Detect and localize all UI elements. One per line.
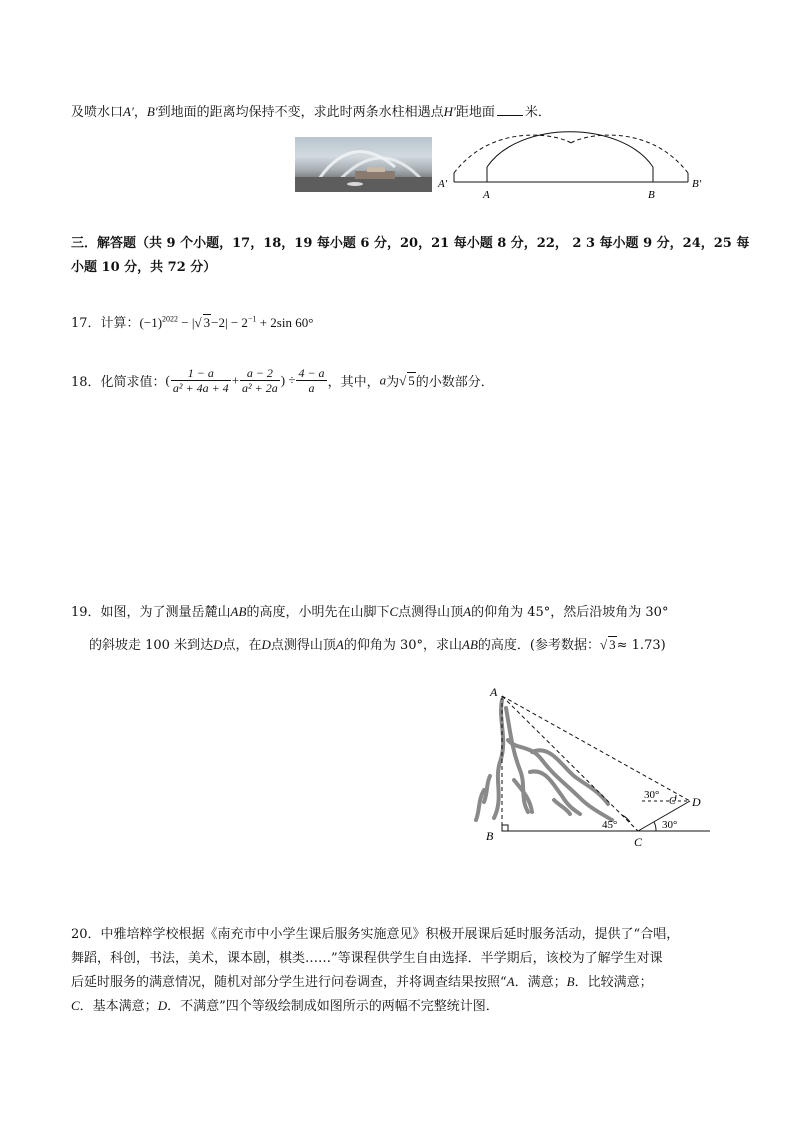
new-arc-right	[571, 135, 688, 173]
q17-sqrt-arg: 3	[203, 315, 211, 330]
q18-close-divide: ) ÷	[280, 372, 296, 388]
angle-30-bottom-arc	[654, 822, 656, 831]
q16-suffix-text: 米．	[524, 105, 551, 120]
q18-open-paren: (	[165, 372, 170, 388]
arc-figure	[434, 125, 714, 205]
q19-sqrt-arg: 3	[609, 637, 616, 652]
label-angle-45: 45°	[602, 819, 618, 831]
q18-fraction-2	[240, 366, 280, 395]
ac-dashed-line	[502, 696, 638, 831]
q16-separator: ，	[133, 105, 147, 120]
q19-a-2: A	[335, 637, 344, 652]
q18-tail-2: 为	[386, 375, 400, 390]
q18-line: 18．化简求值：( $\frac{1 - a}{\text{a² + 4a + 4}}$ + $\frac{a - 2}{\text{a² + 2a}}$ ) ÷ $\frac{4 - a}{a}$ ，其中，a为√ 5的小数部分．	[71, 366, 494, 395]
mountain-sketch	[476, 700, 612, 820]
label-b-prime: B′	[692, 178, 702, 190]
q20-line4: C．基本满意；D．不满意”四个等级绘制成如图所示的两幅不完整统计图．	[71, 998, 499, 1014]
q20-line1: 20．中雅培粹学校根据《南充市中小学生课后服务实施意见》积极开展课后延时服务活动，提供了“合唱，	[71, 927, 680, 942]
q19-ab-2: AB	[462, 637, 478, 652]
mountain-figure	[470, 680, 720, 850]
q18-frac3-numerator: 4 − a	[298, 366, 325, 380]
q18-tail-3: 的小数部分．	[415, 375, 494, 390]
q18-frac2-denominator: a² + 2a	[242, 381, 278, 395]
q17-number: 17．计算：	[71, 316, 140, 331]
fountain-photo-art	[295, 137, 432, 192]
q17-minus: −	[181, 315, 189, 330]
q20-grade-a: A	[506, 974, 515, 989]
q18-variable: a	[379, 372, 387, 388]
q17-tail: + 2sin 60°	[259, 315, 314, 330]
q18-fraction-3	[296, 366, 326, 395]
h-prime-label: H′	[443, 104, 456, 119]
q19-d-2: D	[261, 637, 271, 652]
q18-plus: +	[231, 372, 240, 388]
q20-grade-c: C	[71, 998, 80, 1013]
q18-fraction-1	[171, 366, 231, 395]
q18-frac2-numerator: a − 2	[240, 366, 280, 381]
label-angle-30-bottom: 30°	[662, 819, 678, 831]
label-angle-30-top: 30°	[644, 789, 660, 801]
q18-frac3-denominator: a	[308, 381, 315, 395]
q19-line2: 的斜坡走 100 米到达D点，在D点测得山顶A的仰角为 30°，求山AB的高度．(参考数据：√ 3≈ 1.73)	[89, 637, 666, 653]
angle-45-arc	[622, 815, 630, 822]
q20-grade-b: B	[566, 974, 575, 989]
q18-number: 18．化简求值：	[71, 375, 166, 390]
answer-blank	[497, 104, 523, 116]
q16-prefix-text: 及喷水口	[71, 105, 124, 120]
q20-line2: 舞蹈，科创，书法，美术，课本剧，棋类……”等课程供学生自由选择．半学期后，该校为了解学生对课	[71, 951, 663, 966]
q16-after-h-text: 距地面	[455, 105, 495, 120]
label-b: B	[486, 829, 494, 843]
q18-frac1-numerator: 1 − a	[171, 366, 231, 381]
right-angle-mark	[502, 825, 508, 831]
label-a-prime: A′	[438, 178, 448, 190]
a-prime-label: A′	[123, 104, 134, 119]
q20-line3: 后延时服务的满意情况，随机对部分学生进行问卷调查，并将调查结果按照“A．满意；B．比较满意；	[71, 974, 653, 990]
b-prime-label: B′	[146, 104, 158, 119]
q17-base: (−1)	[139, 315, 163, 330]
label-d: D	[692, 795, 701, 809]
q18-tail-1: ，其中，	[327, 375, 380, 390]
section3-heading-line1: 三．解答题（共 9 个小题，17，18，19 每小题 6 分，20，21 每小题 8 分，22， 2 3 每小题 9 分，24，25 每	[71, 236, 750, 251]
q19-c: C	[389, 604, 399, 619]
label-c: C	[634, 835, 643, 849]
q17-neg-exponent: −1	[247, 314, 257, 324]
q19-d-1: D	[213, 637, 223, 652]
q17-expression: $(-1)^{2022}$ − |√ $3-2| - 2^{-1} + 2\sin$ 60°	[139, 314, 314, 330]
label-a: A	[483, 189, 490, 201]
q19-line1: 19．如图，为了测量岳麓山AB的高度，小明先在山脚下C点测得山顶A的仰角为 45°，然后沿坡角为 30°	[71, 604, 669, 620]
q17-inner: −2	[211, 315, 225, 330]
q20-grade-d: D	[157, 998, 168, 1013]
section3-heading-line2: 小题 10 分，共 72 分）	[71, 260, 217, 275]
q19-a-1: A	[463, 604, 472, 619]
new-arc-left	[454, 135, 571, 173]
q18-sqrt-arg: 5	[408, 373, 415, 388]
q19-ab-1: AB	[230, 604, 247, 619]
q18-frac1-denominator: a² + 4a + 4	[172, 381, 229, 395]
label-a: A	[490, 685, 498, 699]
q17-after-abs: − 2	[230, 315, 248, 330]
label-c-small: C	[669, 796, 676, 807]
fountain-photo	[295, 137, 432, 192]
q19-approx: ≈ 1.73)	[616, 638, 666, 653]
label-b: B	[648, 189, 655, 201]
q17-exponent: 2022	[162, 314, 179, 324]
q16-middle-text: 到地面的距离均保持不变，求此时两条水柱相遇点	[157, 105, 444, 120]
q16-tail-line	[71, 101, 551, 120]
q17-line	[71, 312, 313, 331]
